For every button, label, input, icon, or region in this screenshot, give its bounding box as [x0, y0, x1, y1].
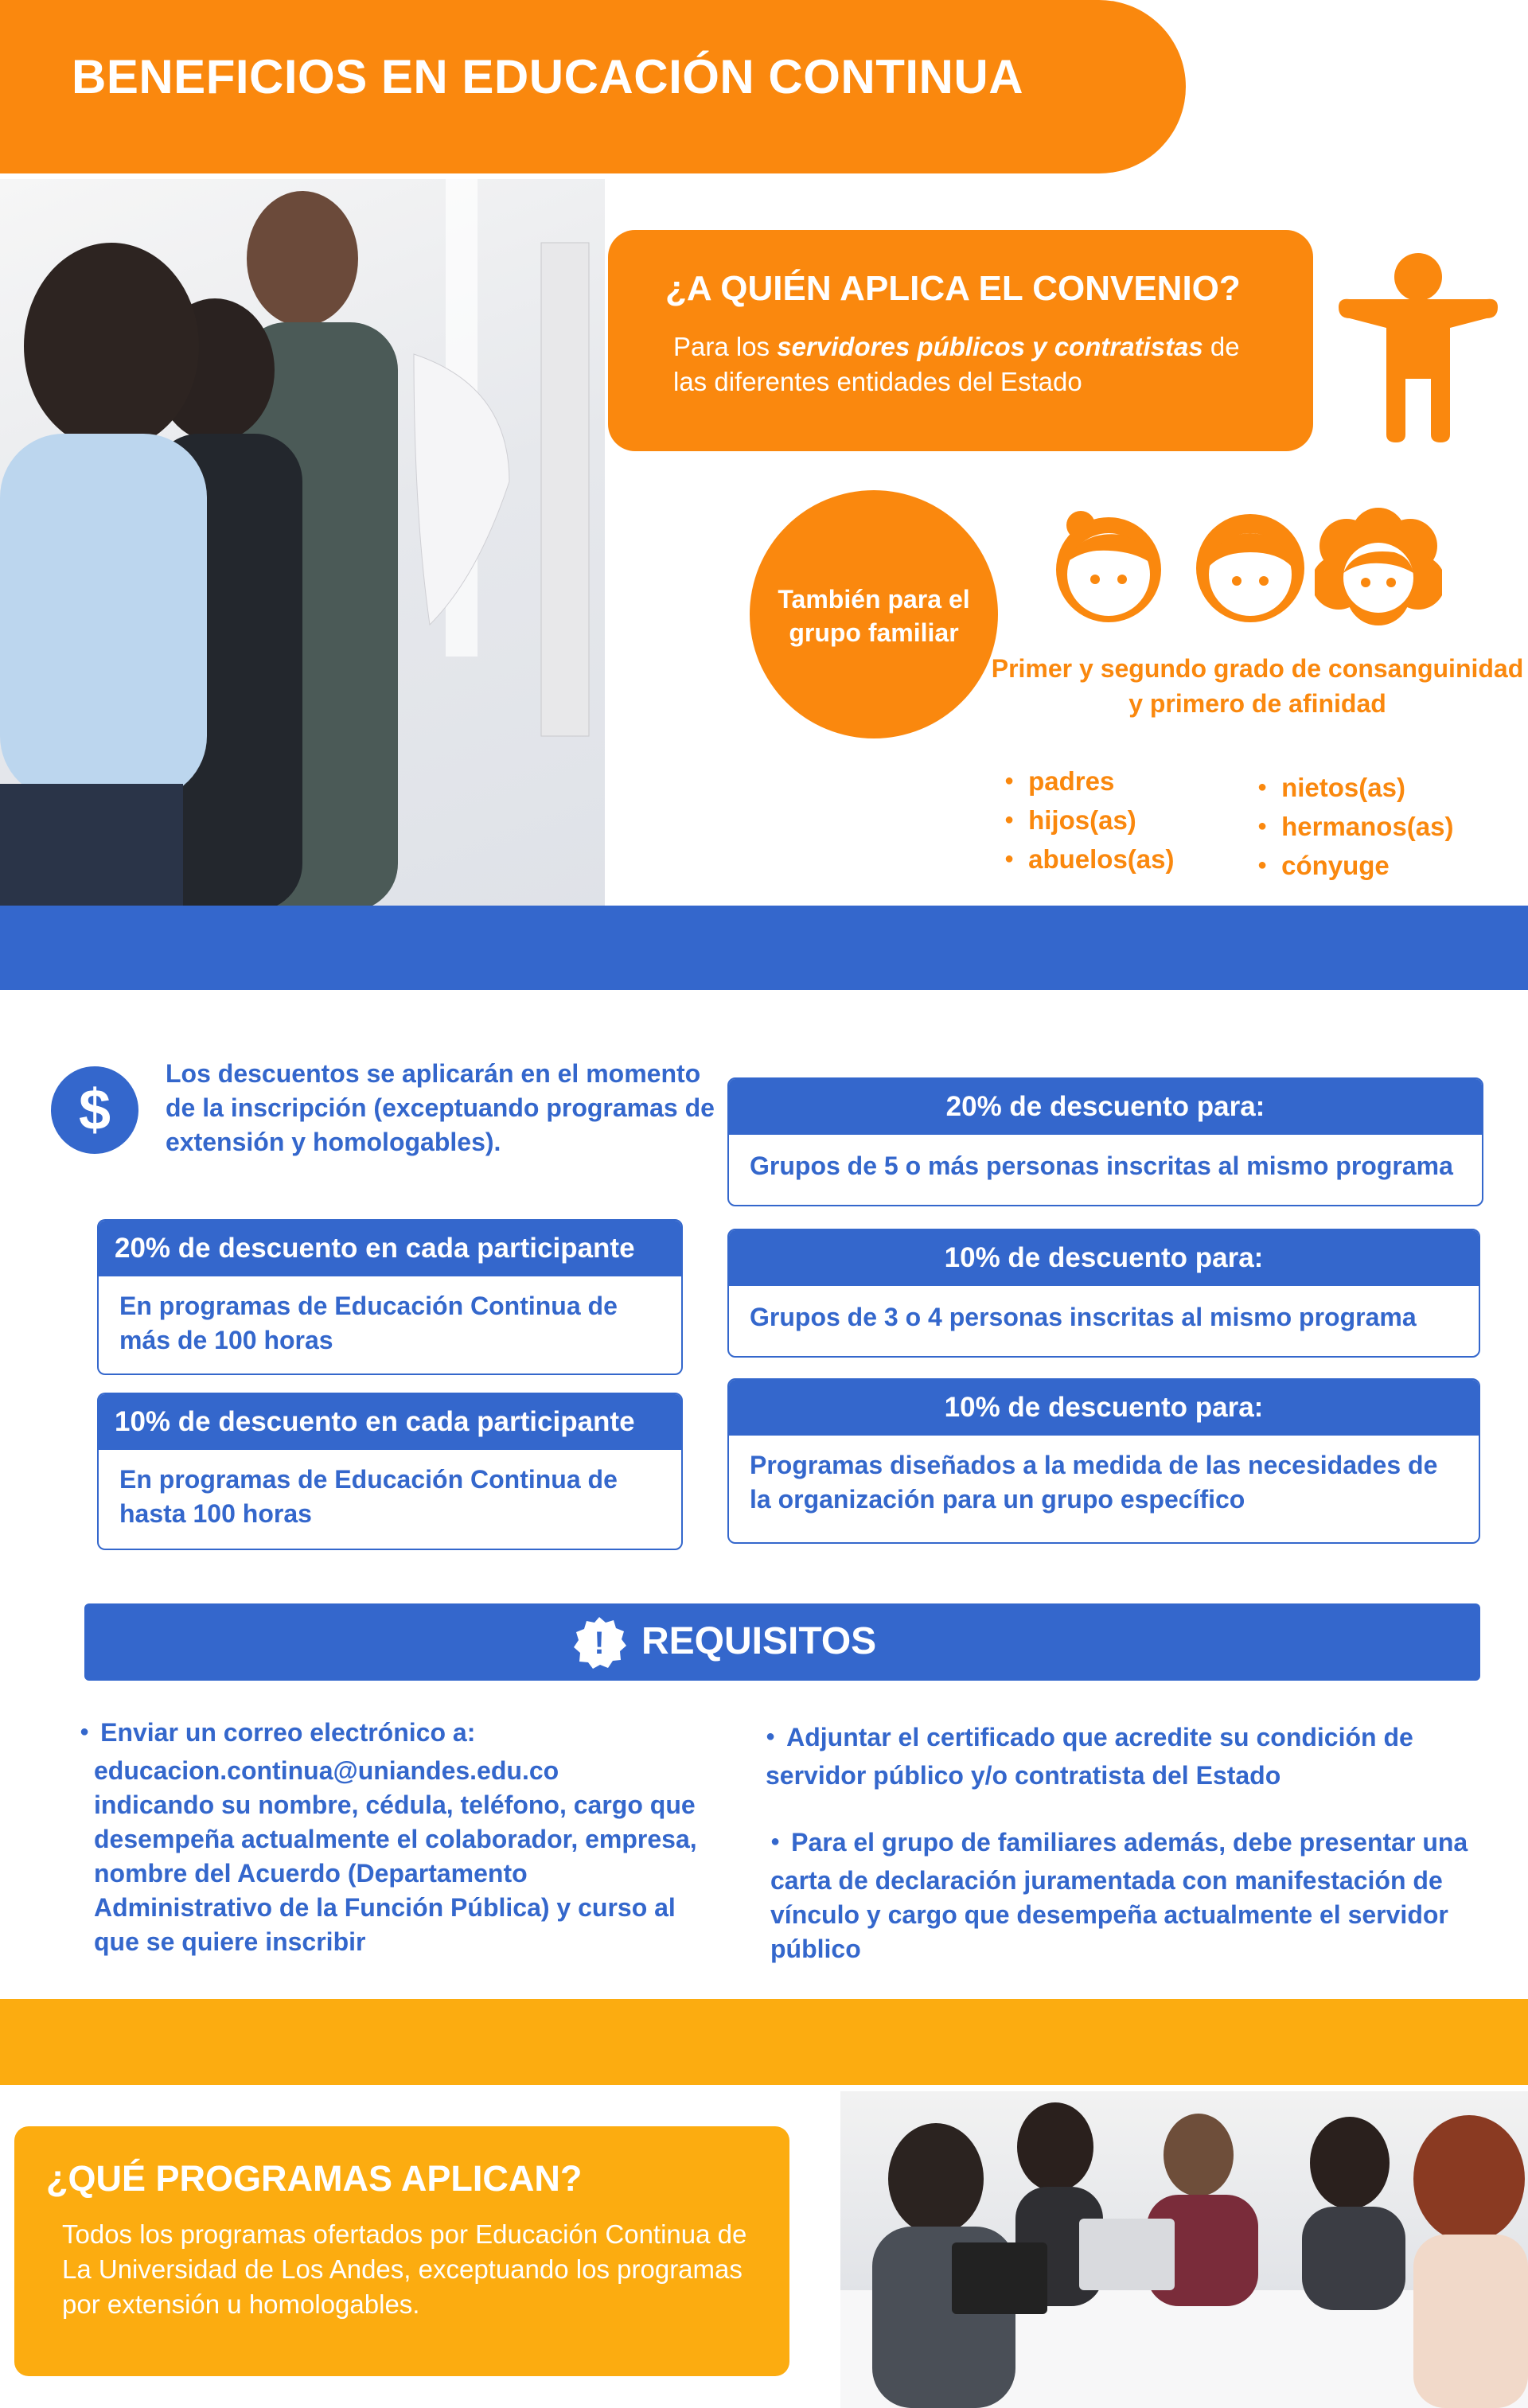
discount-card-body: Grupos de 3 o 4 personas inscritas al mismo programa — [750, 1303, 1417, 1331]
discount-card — [727, 1378, 1480, 1544]
bullet-icon: ● — [80, 1723, 90, 1740]
page-title: BENEFICIOS EN EDUCACIÓN CONTINUA — [72, 50, 1024, 103]
requisito-item — [766, 1720, 1466, 1793]
boy-face-icon — [1191, 506, 1310, 625]
list-item: ● hermanos(as) — [1257, 809, 1454, 848]
discount-card-body: En programas de Educación Continua de más de 100 horas — [119, 1292, 618, 1354]
list-item: ● hijos(as) — [1004, 803, 1174, 842]
discount-card-title: 10% de descuento para: — [729, 1230, 1479, 1286]
requisito-item — [80, 1716, 708, 1959]
requisito-item — [770, 1825, 1471, 1966]
discount-card — [97, 1393, 683, 1550]
email-link[interactable]: educacion.continua@uniandes.edu.co — [94, 1756, 559, 1785]
requisito-text: Para el grupo de familiares además, debe presentar una carta de declaración juramentada con manifestación de vínculo y cargo que desempeña actualmente el servidor público — [770, 1828, 1468, 1963]
discount-card-body: En programas de Educación Continua de hasta 100 horas — [119, 1465, 618, 1528]
discount-card — [97, 1219, 683, 1375]
discount-card-title: 10% de descuento para: — [729, 1380, 1479, 1436]
convenio-text-bold: servidores públicos y contratistas — [777, 332, 1203, 361]
discount-card — [727, 1229, 1480, 1358]
convenio-text-suffix: de las diferentes entidades del Estado — [673, 332, 1240, 396]
blue-divider-band — [0, 906, 1528, 990]
convenio-text-prefix: Para los — [673, 332, 778, 361]
bullet-icon: ● — [770, 1833, 781, 1850]
discount-card-body: Programas diseñados a la medida de las necesidades de la organización para un grupo específico — [750, 1451, 1438, 1514]
woman-face-icon — [1315, 506, 1442, 633]
requisito-text: indicando su nombre, cédula, teléfono, cargo que desempeña actualmente el colaborador, empresa, nombre del Acuerdo (Departamento Administrativo de la Función Pública) y curso al que se quiere inscribir — [94, 1790, 697, 1956]
discount-card-title: 10% de descuento en cada participante — [99, 1394, 681, 1450]
hero-photo-illustration — [0, 179, 605, 911]
team-photo — [840, 2091, 1528, 2408]
team-photo-illustration — [840, 2091, 1528, 2408]
alert-badge-icon — [571, 1615, 627, 1671]
discount-card — [727, 1077, 1483, 1206]
discount-note: Los descuentos se aplicarán en el momento de la inscripción (exceptuando programas de extensión y homologables). — [166, 1059, 715, 1156]
programas-title: ¿QUÉ PROGRAMAS APLICAN? — [46, 2158, 583, 2199]
list-item: ● nietos(as) — [1257, 770, 1454, 809]
consanguinidad-text: Primer y segundo grado de consanguinidad y primero de afinidad — [991, 654, 1524, 718]
discount-card-title: 20% de descuento para: — [729, 1079, 1482, 1135]
requisito-text: Adjuntar el certificado que acredite su condición de servidor público y/o contratista del Estado — [766, 1723, 1413, 1790]
convenio-text — [673, 329, 1278, 399]
discount-card-body: Grupos de 5 o más personas inscritas al mismo programa — [750, 1151, 1453, 1180]
requisito-text: Enviar un correo electrónico a: — [100, 1718, 476, 1747]
requisitos-title: REQUISITOS — [641, 1620, 877, 1662]
list-item: ● padres — [1004, 764, 1174, 803]
convenio-title: ¿A QUIÉN APLICA EL CONVENIO? — [665, 269, 1241, 308]
list-item: ● abuelos(as) — [1004, 842, 1174, 881]
family-list-left — [1004, 764, 1174, 881]
yellow-divider-band — [0, 1999, 1528, 2085]
programas-text: Todos los programas ofertados por Educación Continua de La Universidad de Los Andes, exceptuando los programas por extensión u homologables. — [62, 2219, 747, 2319]
list-item: ● cónyuge — [1257, 848, 1454, 887]
family-circle-text: También para el grupo familiar — [778, 585, 970, 647]
dollar-icon: $ — [51, 1066, 138, 1154]
bullet-icon: ● — [766, 1728, 776, 1745]
alert-badge-symbol: ! — [594, 1626, 605, 1661]
girl-face-icon — [1049, 506, 1168, 625]
person-icon — [1331, 251, 1506, 442]
hero-photo — [0, 179, 605, 911]
discount-card-title: 20% de descuento en cada participante — [99, 1221, 681, 1276]
family-list-right — [1257, 770, 1454, 887]
